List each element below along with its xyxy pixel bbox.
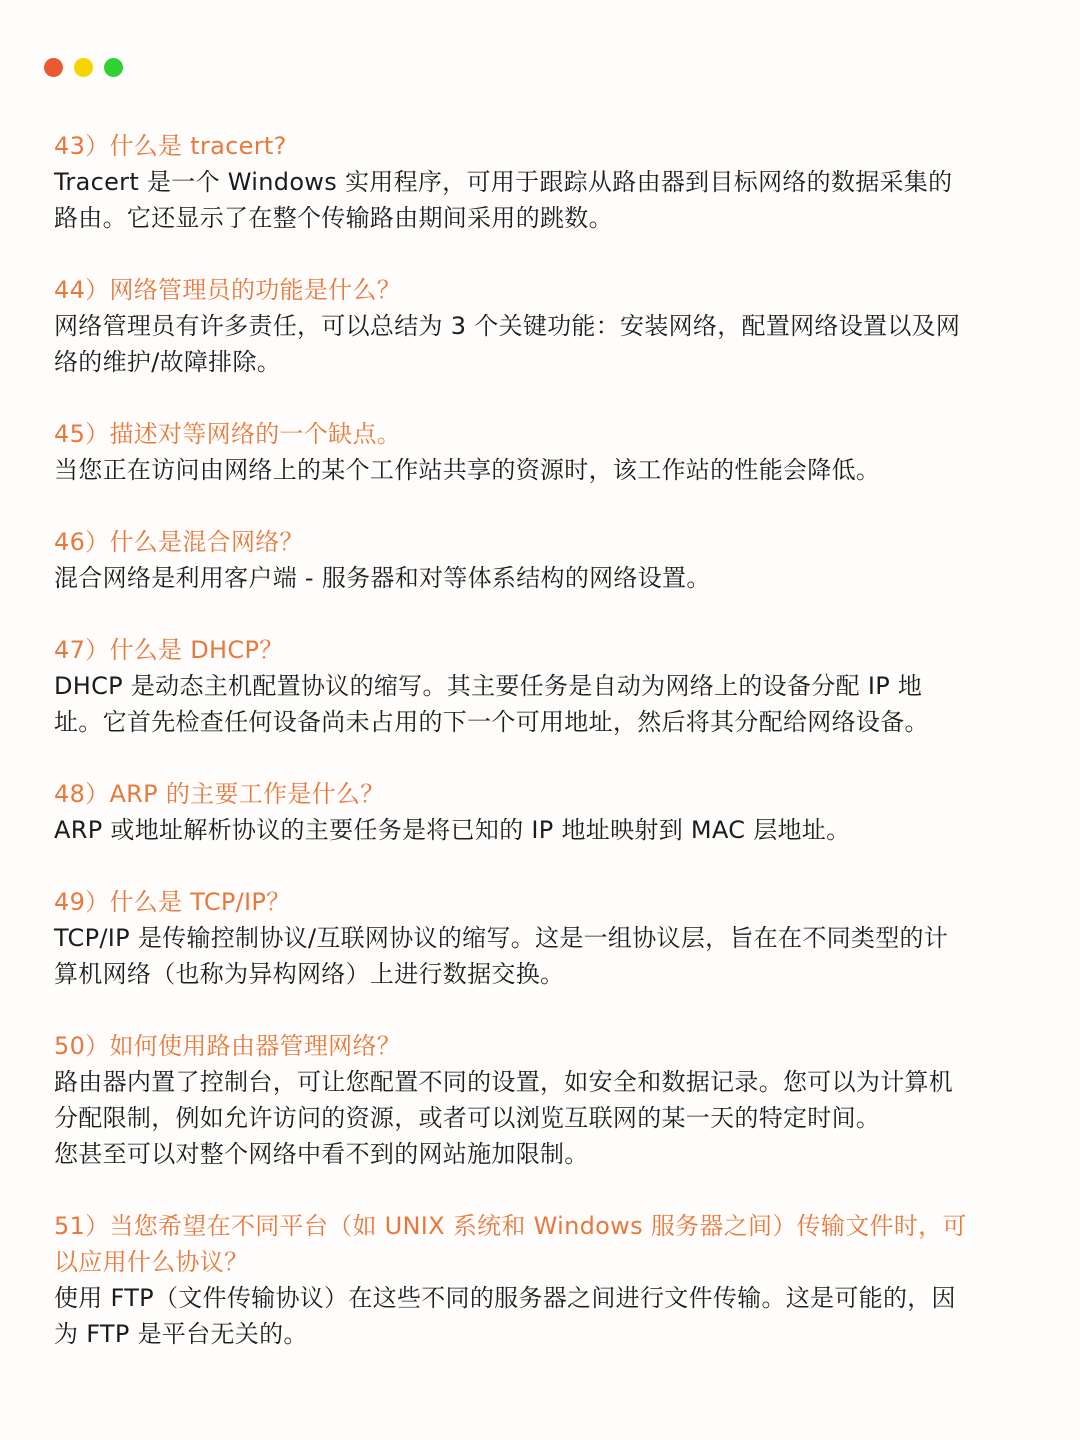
question-heading: 47）什么是 DHCP？ (54, 636, 284, 664)
qa-item (54, 416, 1014, 488)
maximize-dot-icon (104, 58, 123, 77)
question-heading: 46）什么是混合网络？ (54, 528, 304, 556)
answer-line: TCP/IP 是传输控制协议/互联网协议的缩写。这是一组协议层，旨在在不同类型的计 (54, 924, 949, 952)
qa-item (54, 1028, 1014, 1172)
qa-item (54, 524, 1014, 596)
question-line: 51）当您希望在不同平台（如 UNIX 系统和 Windows 服务器之间）传输文件时，可 (54, 1212, 967, 1240)
answer-text (54, 164, 1014, 236)
answer-line: Tracert 是一个 Windows 实用程序，可用于跟踪从路由器到目标网络的数据采集的 (54, 168, 953, 196)
answer-line: 址。它首先检查任何设备尚未占用的下一个可用地址，然后将其分配给网络设备。 (54, 708, 929, 736)
answer-line: 路由。它还显示了在整个传输路由期间采用的跳数。 (54, 204, 613, 232)
question-heading: 49）什么是 TCP/IP？ (54, 888, 291, 916)
question-line: 以应用什么协议？ (54, 1248, 249, 1276)
qa-item (54, 1208, 1014, 1352)
answer-line: 为 FTP 是平台无关的。 (54, 1320, 308, 1348)
close-dot-icon (44, 58, 63, 77)
minimize-dot-icon (74, 58, 93, 77)
question-heading: 50）如何使用路由器管理网络？ (54, 1032, 402, 1060)
question-heading: 44）网络管理员的功能是什么？ (54, 276, 402, 304)
qa-item (54, 272, 1014, 380)
question-heading: 48）ARP 的主要工作是什么？ (54, 780, 385, 808)
answer-line: 当您正在访问由网络上的某个工作站共享的资源时，该工作站的性能会降低。 (54, 456, 881, 484)
answer-line: 您甚至可以对整个网络中看不到的网站施加限制。 (54, 1140, 589, 1168)
answer-line: 混合网络是利用客户端 - 服务器和对等体系结构的网络设置。 (54, 564, 711, 592)
window-controls (44, 58, 123, 77)
answer-text (54, 452, 1014, 488)
answer-text (54, 668, 1014, 740)
answer-line: 算机网络（也称为异构网络）上进行数据交换。 (54, 960, 565, 988)
qa-item (54, 632, 1014, 740)
answer-text (54, 308, 1014, 380)
answer-text (54, 920, 1014, 992)
answer-text (54, 1280, 1014, 1352)
question-heading (54, 1208, 1014, 1280)
qa-item (54, 776, 1014, 848)
answer-text (54, 560, 1014, 596)
answer-line: 分配限制，例如允许访问的资源，或者可以浏览互联网的某一天的特定时间。 (54, 1104, 881, 1132)
answer-line: 路由器内置了控制台，可让您配置不同的设置，如安全和数据记录。您可以为计算机 (54, 1068, 954, 1096)
answer-line: ARP 或地址解析协议的主要任务是将已知的 IP 地址映射到 MAC 层地址。 (54, 816, 851, 844)
qa-list (54, 128, 1014, 1388)
qa-item (54, 884, 1014, 992)
question-heading: 43）什么是 tracert? (54, 132, 287, 160)
answer-line: 网络管理员有许多责任，可以总结为 3 个关键功能：安装网络，配置网络设置以及网 (54, 312, 961, 340)
question-heading: 45）描述对等网络的一个缺点。 (54, 420, 402, 448)
answer-text (54, 1064, 1014, 1172)
answer-line: 使用 FTP（文件传输协议）在这些不同的服务器之间进行文件传输。这是可能的，因 (54, 1284, 956, 1312)
answer-line: 络的维护/故障排除。 (54, 348, 282, 376)
qa-item (54, 128, 1014, 236)
answer-text (54, 812, 1014, 848)
answer-line: DHCP 是动态主机配置协议的缩写。其主要任务是自动为网络上的设备分配 IP 地 (54, 672, 923, 700)
